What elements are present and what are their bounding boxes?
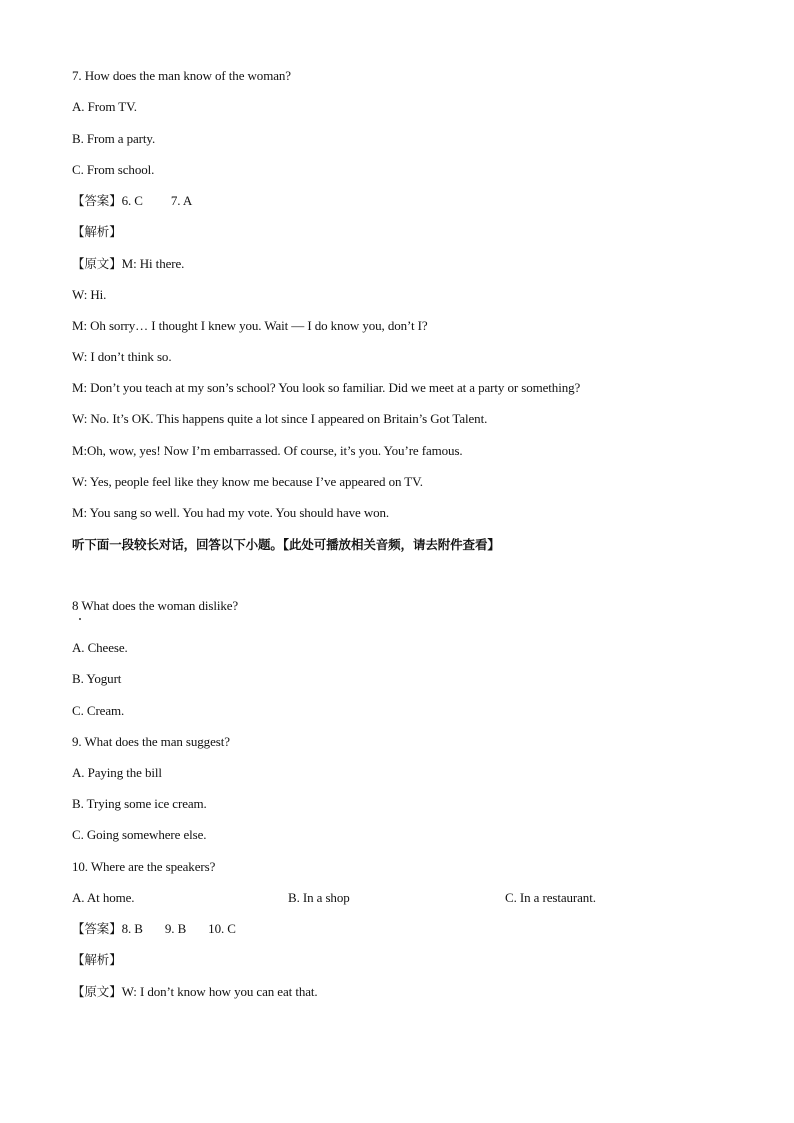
transcript-line-9: M: You sang so well. You had my vote. You should have won. — [72, 505, 390, 520]
stray-dot — [79, 618, 81, 620]
q9-option-c: C. Going somewhere else. — [72, 827, 207, 842]
transcript-text: M: Hi there. — [121, 256, 185, 271]
answer-10: 10. C — [208, 921, 236, 936]
question-8: 8 What does the woman dislike? — [72, 598, 239, 613]
question-10: 10. Where are the speakers? — [72, 859, 216, 874]
q7-option-a: A. From TV. — [72, 99, 137, 114]
analysis-tag-2: 【解析】 — [72, 952, 122, 967]
transcript-tag: 【原文】 — [72, 984, 122, 999]
transcript2-line-1 — [72, 984, 318, 1000]
answer-tag: 【答案】 — [72, 921, 122, 936]
transcript-line-7: M:Oh, wow, yes! Now I’m embarrassed. Of course, it’s you. You’re famous. — [72, 443, 463, 458]
answer-line-1 — [72, 193, 192, 209]
answer-9: 9. B — [164, 921, 187, 936]
transcript-line-3: M: Oh sorry… I thought I knew you. Wait — I do know you, don’t I? — [72, 318, 428, 333]
transcript-line-6: W: No. It’s OK. This happens quite a lot since I appeared on Britain’s Got Talent. — [72, 411, 488, 426]
q8-option-c: C. Cream. — [72, 703, 125, 718]
q10-option-b: B. In a shop — [288, 890, 350, 905]
q10-option-c: C. In a restaurant. — [505, 890, 596, 905]
transcript-line-5: M: Don’t you teach at my son’s school? You look so familiar. Did we meet at a party or something? — [72, 380, 581, 395]
answer-6: 6. C — [121, 193, 143, 208]
transcript-line-8: W: Yes, people feel like they know me because I’ve appeared on TV. — [72, 474, 423, 489]
q8-option-a: A. Cheese. — [72, 640, 128, 655]
q10-option-a: A. At home. — [72, 890, 135, 905]
transcript-line-1 — [72, 256, 184, 272]
q7-option-b: B. From a party. — [72, 131, 156, 146]
analysis-tag-1: 【解析】 — [72, 224, 122, 239]
answer-tag: 【答案】 — [72, 193, 122, 208]
answer-7: 7. A — [170, 193, 193, 208]
question-7: 7. How does the man know of the woman? — [72, 68, 291, 83]
listening-instruction: 听下面一段较长对话，回答以下小题。【此处可播放相关音频，请去附件查看】 — [72, 537, 500, 552]
question-9: 9. What does the man suggest? — [72, 734, 230, 749]
q9-option-b: B. Trying some ice cream. — [72, 796, 207, 811]
transcript-line-4: W: I don’t think so. — [72, 349, 172, 364]
transcript-line-2: W: Hi. — [72, 287, 107, 302]
q7-option-c: C. From school. — [72, 162, 155, 177]
answer-8: 8. B — [121, 921, 143, 936]
q9-option-a: A. Paying the bill — [72, 765, 162, 780]
answer-line-2 — [72, 921, 236, 937]
transcript-tag: 【原文】 — [72, 256, 122, 271]
transcript-text: W: I don’t know how you can eat that. — [121, 984, 318, 999]
q8-option-b: B. Yogurt — [72, 671, 122, 686]
